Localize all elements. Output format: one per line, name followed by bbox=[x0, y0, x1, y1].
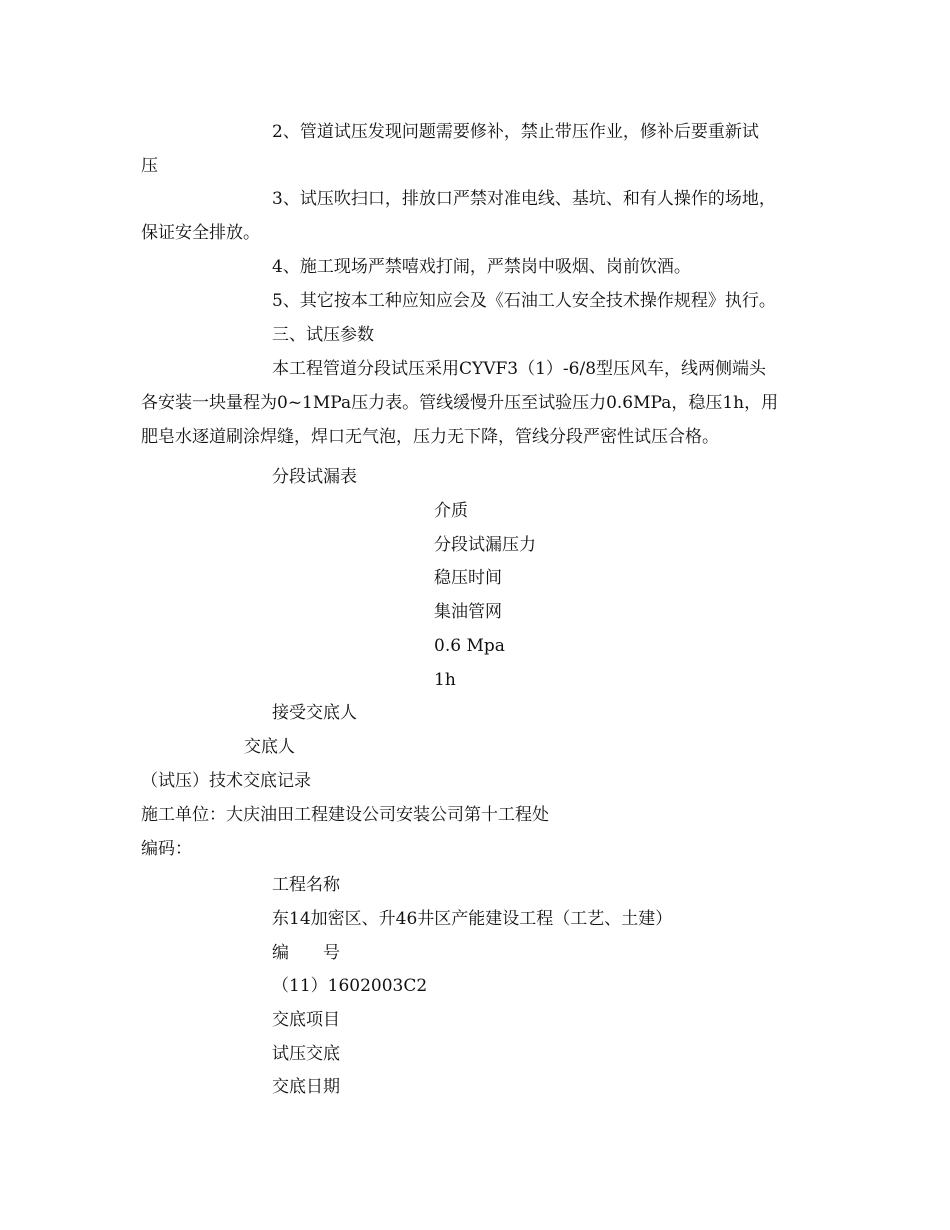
info-table-cell: 工程名称 bbox=[272, 875, 340, 895]
leak-table-cell: 集油管网 bbox=[434, 602, 502, 622]
safety-item-5: 5、其它按本工种应知应会及《石油工人安全技术操作规程》执行。 bbox=[272, 291, 776, 311]
safety-item-3: 3、试压吹扫口，排放口严禁对准电线、基坑、和有人操作的场地， bbox=[272, 189, 776, 209]
leak-table-title: 分段试漏表 bbox=[272, 467, 357, 487]
safety-item-3-cont: 保证安全排放。 bbox=[141, 223, 260, 243]
leak-table-cell: 0.6 Mpa bbox=[434, 636, 505, 656]
safety-item-2: 2、管道试压发现问题需要修补，禁止带压作业，修补后要重新试 bbox=[272, 122, 759, 142]
leak-table-cell: 1h bbox=[434, 670, 456, 690]
leak-table-cell: 分段试漏压力 bbox=[434, 535, 536, 555]
safety-item-2-cont: 压 bbox=[141, 156, 158, 176]
receiver-label: 接受交底人 bbox=[272, 703, 357, 723]
code-label: 编码： bbox=[141, 839, 192, 859]
section-heading-params: 三、试压参数 bbox=[272, 325, 374, 345]
info-table-cell: 东14加密区、升46井区产能建设工程（工艺、土建） bbox=[272, 909, 673, 929]
info-table-cell: （11）1602003C2 bbox=[272, 976, 428, 996]
info-table-cell: 交底日期 bbox=[272, 1077, 340, 1097]
presenter-label: 交底人 bbox=[244, 737, 295, 757]
construction-unit: 施工单位：大庆油田工程建设公司安装公司第十工程处 bbox=[141, 805, 549, 825]
safety-item-4: 4、施工现场严禁嘻戏打闹，严禁岗中吸烟、岗前饮酒。 bbox=[272, 257, 691, 277]
leak-table-cell: 介质 bbox=[434, 501, 468, 521]
params-paragraph-line-2: 各安装一块量程为0~1MPa压力表。管线缓慢升压至试验压力0.6MPa，稳压1h，用 bbox=[141, 393, 779, 413]
info-table-cell: 试压交底 bbox=[272, 1044, 340, 1064]
info-table-cell: 编 号 bbox=[272, 943, 340, 963]
info-table-cell: 交底项目 bbox=[272, 1010, 340, 1030]
record-title: （试压）技术交底记录 bbox=[141, 771, 311, 791]
params-paragraph-line-1: 本工程管道分段试压采用CYVF3（1）-6/8型压风车，线两侧端头 bbox=[272, 359, 767, 379]
leak-table-cell: 稳压时间 bbox=[434, 568, 502, 588]
params-paragraph-line-3: 肥皂水逐道刷涂焊缝，焊口无气泡，压力无下降，管线分段严密性试压合格。 bbox=[141, 427, 719, 447]
